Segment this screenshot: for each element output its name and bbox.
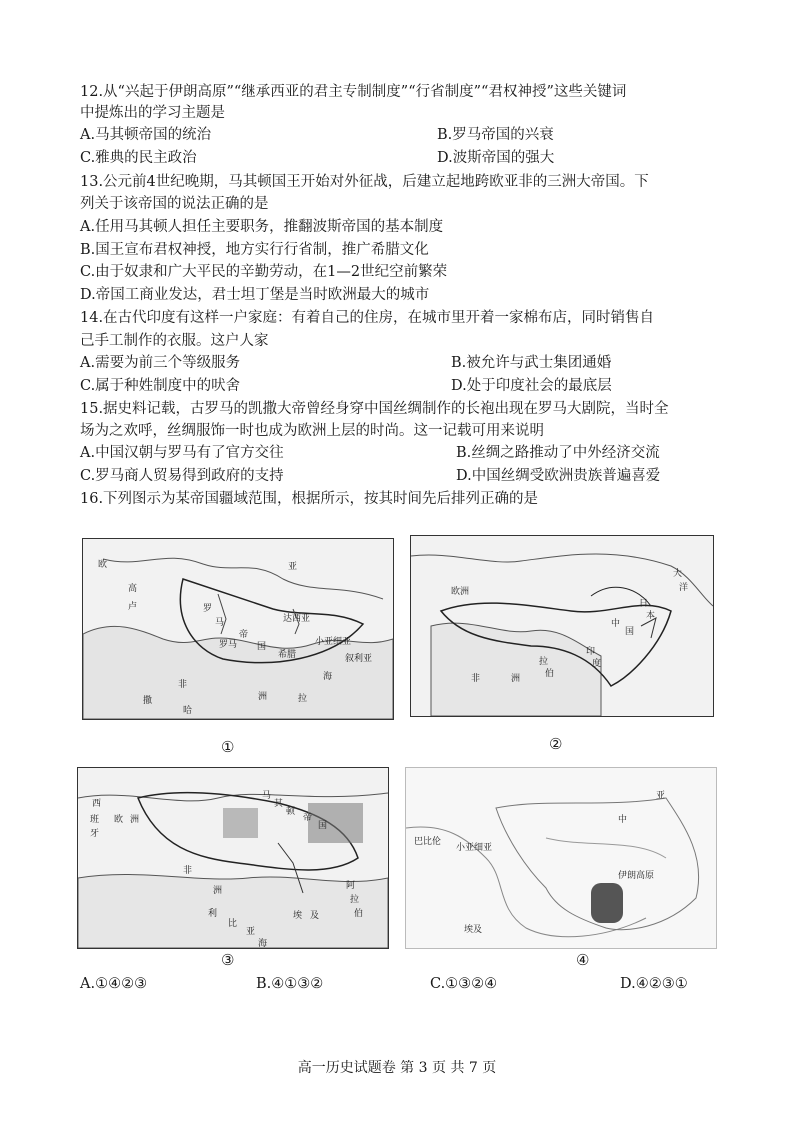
- map-1-label: 马: [215, 618, 225, 628]
- map-4-label: 亚: [656, 791, 666, 801]
- map-3-label: 国: [318, 821, 328, 831]
- map-2: [410, 535, 714, 717]
- map-3-label: 洲: [213, 886, 223, 896]
- map-4-label: 小亚细亚: [456, 843, 493, 853]
- q15-option-a[interactable]: A.中国汉朝与罗马有了官方交往: [80, 445, 284, 461]
- q16-stem-line1: 16.下列图示为某帝国疆域范围，根据所示，按其时间先后排列正确的是: [80, 491, 539, 507]
- q15-option-c[interactable]: C.罗马商人贸易得到政府的支持: [80, 468, 284, 484]
- q16-option-b[interactable]: B.④①③②: [256, 976, 324, 992]
- map-3: [77, 767, 389, 949]
- map-3-label: 马: [262, 791, 272, 801]
- map-3-label: 非: [183, 866, 193, 876]
- map-3-label: 其: [274, 799, 284, 809]
- map-3-label: 牙: [90, 829, 100, 839]
- q15-option-d[interactable]: D.中国丝绸受欧洲贵族普遍喜爱: [456, 468, 661, 484]
- map-2-label: 大: [673, 569, 683, 579]
- map-1-label: 罗: [203, 604, 213, 614]
- map-1-label: 洲: [258, 692, 268, 702]
- q12-option-b[interactable]: B.罗马帝国的兴衰: [437, 127, 554, 143]
- map-3-label: 及: [310, 911, 320, 921]
- map-1-label: 叙利亚: [345, 654, 373, 664]
- q13-option-b[interactable]: B.国王宣布君权神授，地方实行行省制，推广希腊文化: [80, 242, 429, 258]
- map-4-label: 埃及: [464, 925, 483, 935]
- map-3-label: 洲: [130, 815, 140, 825]
- map-2-label: 度: [592, 659, 602, 669]
- map-1-label: 非: [178, 680, 188, 690]
- map-3-label: 帝: [303, 813, 313, 823]
- map-1-graphic: [83, 539, 393, 719]
- map-4-label: 中: [618, 815, 628, 825]
- map-1-label: 卢: [128, 602, 138, 612]
- map-1-label: 拉: [298, 694, 308, 704]
- q15-option-b[interactable]: B.丝绸之路推动了中外经济交流: [456, 445, 660, 461]
- q12-option-d[interactable]: D.波斯帝国的强大: [437, 150, 555, 166]
- map-2-label: 欧洲: [451, 587, 470, 597]
- q12-stem-line2: 中提炼出的学习主题是: [80, 105, 225, 121]
- map-3-number: ③: [221, 951, 235, 969]
- map-2-label: 本: [646, 611, 656, 621]
- map-2-graphic: [411, 536, 713, 716]
- map-1-label: 欧: [98, 560, 108, 570]
- q12-option-a[interactable]: A.马其顿帝国的统治: [80, 127, 212, 143]
- map-4-label: 巴比伦: [414, 837, 442, 847]
- map-3-label: 亚: [246, 927, 256, 937]
- map-2-label: 印: [586, 647, 596, 657]
- map-3-label: 拉: [350, 895, 360, 905]
- page-footer: 高一历史试题卷 第 3 页 共 7 页: [297, 1060, 497, 1076]
- q14-option-b[interactable]: B.被允许与武士集团通婚: [451, 355, 612, 371]
- q14-option-d[interactable]: D.处于印度社会的最底层: [451, 378, 612, 394]
- map-1-label: 撒: [143, 696, 153, 706]
- map-1-label: 哈: [183, 706, 193, 716]
- map-2-label: 中: [611, 619, 621, 629]
- q13-stem-line2: 列关于该帝国的说法正确的是: [80, 196, 269, 212]
- map-4-label: 伊朗高原: [618, 871, 655, 881]
- q16-option-c[interactable]: C.①③②④: [430, 976, 498, 992]
- map-1-label: 国: [257, 642, 267, 652]
- map-3-label: 顿: [286, 807, 296, 817]
- map-3-label: 海: [258, 939, 268, 949]
- q12-option-c[interactable]: C.雅典的民主政治: [80, 150, 197, 166]
- q15-stem-line1: 15.据史料记载，古罗马的凯撒大帝曾经身穿中国丝绸制作的长袍出现在罗马大剧院，当时全: [80, 401, 669, 417]
- map-1-label: 罗马: [219, 640, 238, 650]
- q13-stem-line1: 13.公元前4世纪晚期，马其顿国王开始对外征战，后建立起地跨欧亚非的三洲大帝国。下: [80, 174, 649, 190]
- map-3-label: 班: [90, 815, 100, 825]
- q12-stem-line1: 12.从“兴起于伊朗高原”“继承西亚的君主专制制度”“行省制度”“君权神授”这些关键词: [80, 84, 627, 100]
- map-3-label: 欧: [114, 815, 124, 825]
- map-3-label: 阿: [346, 881, 356, 891]
- map-1-number: ①: [221, 738, 235, 756]
- map-3-label: 伯: [354, 909, 364, 919]
- map-1-label: 亚: [288, 562, 298, 572]
- q15-stem-line2: 场为之欢呼，丝绸服饰一时也成为欧洲上层的时尚。这一记载可用来说明: [80, 423, 544, 439]
- q14-option-c[interactable]: C.属于种姓制度中的吠舍: [80, 378, 241, 394]
- q16-option-a[interactable]: A.①④②③: [80, 976, 148, 992]
- map-2-label: 国: [625, 627, 635, 637]
- map-2-label: 洲: [511, 674, 521, 684]
- map-2-label: 日: [639, 599, 649, 609]
- map-3-label: 比: [228, 919, 238, 929]
- map-1-label: 高: [128, 584, 138, 594]
- q14-option-a[interactable]: A.需要为前三个等级服务: [80, 355, 241, 371]
- map-4: [405, 767, 717, 949]
- map-2-label: 伯: [545, 669, 555, 679]
- map-1-label: 达西亚: [283, 614, 311, 624]
- map-1-label: 希腊: [278, 650, 297, 660]
- q13-option-a[interactable]: A.任用马其顿人担任主要职务，推翻波斯帝国的基本制度: [80, 219, 444, 235]
- map-1: [82, 538, 394, 720]
- map-2-label: 非: [471, 674, 481, 684]
- map-3-label: 利: [208, 909, 218, 919]
- map-2-number: ②: [549, 735, 563, 753]
- map-2-label: 洋: [679, 583, 689, 593]
- q14-stem-line2: 己手工制作的衣服。这户人家: [80, 333, 269, 349]
- map-4-number: ④: [576, 951, 590, 969]
- map-1-label: 海: [323, 672, 333, 682]
- map-3-label: 埃: [293, 911, 303, 921]
- map-4-graphic: [406, 768, 716, 948]
- map-2-label: 拉: [539, 657, 549, 667]
- map-1-label: 小亚细亚: [315, 637, 352, 647]
- q13-option-c[interactable]: C.由于奴隶和广大平民的辛勤劳动，在1—2世纪空前繁荣: [80, 264, 448, 280]
- map-1-label: 帝: [239, 630, 249, 640]
- q13-option-d[interactable]: D.帝国工商业发达，君士坦丁堡是当时欧洲最大的城市: [80, 287, 430, 303]
- q16-option-d[interactable]: D.④②③①: [620, 976, 688, 992]
- q14-stem-line1: 14.在古代印度有这样一户家庭：有着自己的住房，在城市里开着一家棉布店，同时销售自: [80, 310, 655, 326]
- map-3-label: 西: [92, 799, 102, 809]
